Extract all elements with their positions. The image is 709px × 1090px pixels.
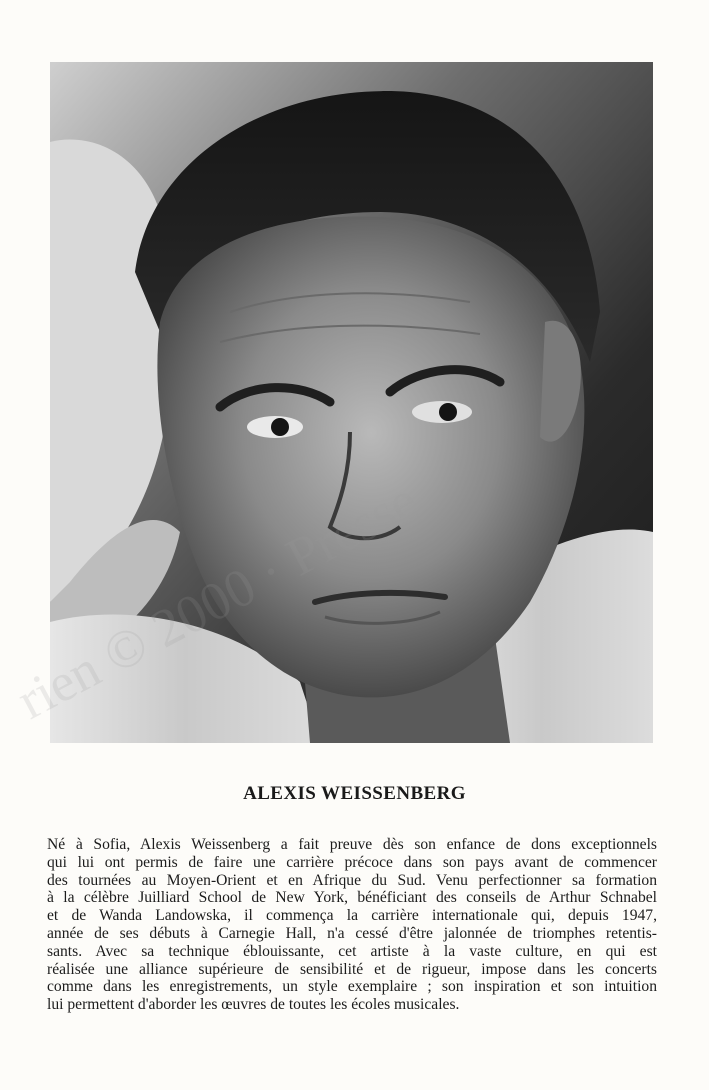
portrait-image [50, 62, 653, 743]
bio-line: comme dans les enregistrements, un style exemplaire ; son inspiration et son intuition [47, 978, 657, 996]
bio-line: lui permettent d'aborder les œuvres de toutes les écoles musicales. [47, 996, 460, 1014]
bio-line: et de Wanda Landowska, il commença la carrière internationale qui, depuis 1947, [47, 907, 657, 925]
bio-line: année de ses débuts à Carnegie Hall, n'a cessé d'être jalonnée de triomphes retentis- [47, 924, 657, 942]
portrait-photo [50, 62, 653, 743]
bio-line: à la célèbre Juilliard School de New York, bénéficiant des conseils de Arthur Schnabel [47, 889, 657, 907]
bio-line: Né à Sofia, Alexis Weissenberg a fait preuve dès son enfance de dons exceptionnels [47, 836, 657, 853]
bio-line: des tournées au Moyen-Orient et en Afrique du Sud. Venu perfectionner sa formation [47, 871, 657, 889]
artist-biography [47, 836, 657, 1014]
bio-line: qui lui ont permis de faire une carrière précoce dans son pays avant de commencer [47, 853, 657, 871]
bio-line: réalisée une alliance supérieure de sensibilité et de rigueur, impose dans les concerts [47, 960, 657, 978]
bio-line: sants. Avec sa technique éblouissante, cet artiste à la vaste culture, en qui est [47, 942, 657, 960]
artist-name: ALEXIS WEISSENBERG [243, 783, 466, 804]
